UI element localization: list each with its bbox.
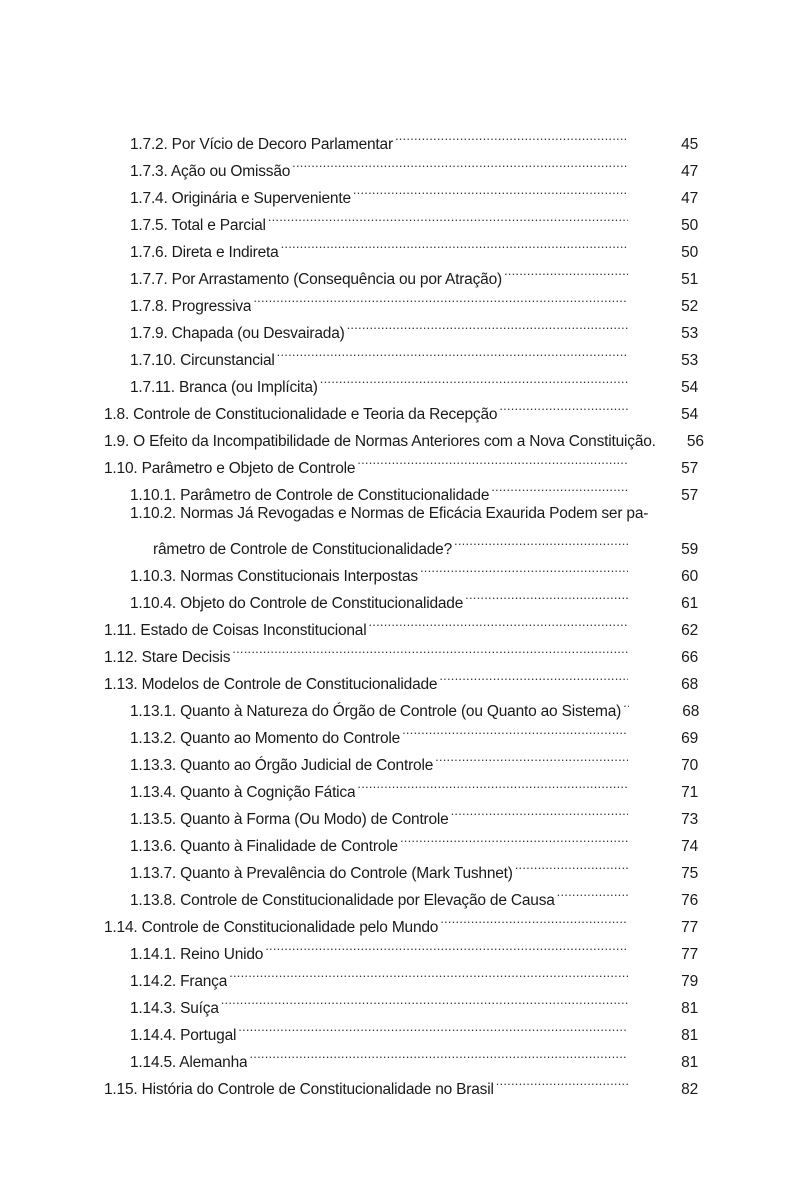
toc-page-number: 57 [681,460,698,477]
toc-entry[interactable] [104,635,698,666]
toc-entry-title: 1.7.4. Originária e Superveniente [130,190,351,207]
dot-leader [249,1040,628,1067]
toc-entry-title: 1.7.8. Progressiva [130,298,252,315]
dot-leader [347,311,628,338]
toc-entry-title: 1.13.7. Quanto à Prevalência do Controle (Mark Tushnet) [130,865,513,882]
toc-entry[interactable] [104,446,698,477]
toc-page-number: 71 [681,784,698,801]
toc-page-number: 79 [681,973,698,990]
toc-entry[interactable] [104,608,698,639]
toc-entry-title: 1.8. Controle de Constitucionalidade e Teoria da Recepção [104,406,498,423]
dot-leader [292,149,628,176]
toc-entry[interactable] [104,959,698,990]
toc-entry-title: 1.10. Parâmetro e Objeto de Controle [104,460,356,477]
toc-entry-title: 1.7.11. Branca (ou Implícita) [130,379,318,396]
toc-entry[interactable] [104,149,698,180]
dot-leader [238,1013,628,1040]
toc-entry-title: 1.7.3. Ação ou Omissão [130,163,291,180]
toc-page-number: 54 [681,379,698,396]
toc-entry-title: 1.14.1. Reino Unido [130,946,264,963]
toc-page-number: 51 [681,271,698,288]
dot-leader [357,446,628,473]
dot-leader [357,770,628,797]
toc-entry-title-continuation: râmetro de Controle de Constitucionalidade? [153,541,453,558]
toc-entry[interactable] [104,284,698,315]
toc-entry[interactable] [104,500,698,558]
toc-entry-title: 1.13.2. Quanto ao Momento do Controle [130,730,401,747]
toc-entry[interactable] [104,338,698,369]
toc-entry[interactable] [104,257,698,288]
dot-leader [368,608,628,635]
toc-entry[interactable] [104,203,698,234]
toc-page-number: 54 [681,406,698,423]
toc-entry-title: 1.10.1. Parâmetro de Controle de Constitucionalidade [130,487,490,504]
dot-leader [265,932,628,959]
toc-entry[interactable] [104,581,698,612]
toc-page-number: 81 [681,1054,698,1071]
toc-page-number: 60 [681,568,698,585]
dot-leader [400,824,628,851]
toc-entry[interactable] [104,365,698,396]
toc-entry-title: 1.7.2. Por Vício de Decoro Parlamentar [130,136,393,153]
toc-entry[interactable] [104,311,698,342]
dot-leader [439,662,628,689]
toc-entry[interactable] [104,770,698,801]
toc-entry-title: 1.14.4. Portugal [130,1027,237,1044]
toc-entry-title: 1.11. Estado de Coisas Inconstitucional [104,622,367,639]
toc-page-number: 45 [681,136,698,153]
toc-page-number: 53 [681,352,698,369]
toc-page-number: 76 [681,892,698,909]
dot-leader [221,986,628,1013]
toc-entry-title: 1.13.5. Quanto à Forma (Ou Modo) de Controle [130,811,449,828]
toc-page-number: 81 [681,1027,698,1044]
toc-entry-title: 1.13. Modelos de Controle de Constitucionalidade [104,676,438,693]
dot-leader [281,230,628,257]
toc-page-number: 47 [681,190,698,207]
toc-page-number: 70 [681,757,698,774]
toc-entry-title: 1.13.6. Quanto à Finalidade de Controle [130,838,398,855]
toc-page-number: 57 [681,487,698,504]
toc-entry-title: 1.13.8. Controle de Constitucionalidade por Elevação de Causa [130,892,555,909]
dot-leader [496,1067,628,1094]
dot-leader [277,338,628,365]
toc-entry[interactable] [104,986,698,1017]
toc-entry[interactable] [104,176,698,207]
toc-entry-title: 1.15. História do Controle de Constitucionalidade no Brasil [104,1081,494,1098]
toc-entry[interactable] [104,554,698,585]
toc-page-number: 66 [681,649,698,666]
toc-entry[interactable] [104,419,704,450]
toc-entry[interactable] [104,851,698,882]
toc-entry[interactable] [104,1040,698,1071]
toc-entry[interactable] [104,122,698,153]
toc-page-number: 50 [681,244,698,261]
toc-entry[interactable] [104,392,698,423]
dot-leader [420,554,628,581]
toc-page-number: 61 [681,595,698,612]
toc-page-number: 77 [681,946,698,963]
toc-entry-title: 1.13.4. Quanto à Cognição Fática [130,784,356,801]
dot-leader [451,797,628,824]
dot-leader [491,473,628,500]
toc-entry[interactable] [104,689,700,720]
toc-entry-title: 1.13.1. Quanto à Natureza do Órgão de Controle (ou Quanto ao Sistema) [130,703,622,720]
toc-entry-title: 1.14.3. Suíça [130,1000,219,1017]
toc-page-number: 75 [681,865,698,882]
toc-entry[interactable] [104,473,698,504]
toc-entry-title: 1.7.9. Chapada (ou Desvairada) [130,325,345,342]
toc-entry[interactable] [104,230,698,261]
dot-leader [353,176,628,203]
dot-leader [229,959,628,986]
toc-page-number: 68 [681,676,698,693]
toc-entry-title: 1.10.3. Normas Constitucionais Interpostas [130,568,418,585]
toc-page-number: 68 [682,703,700,720]
toc-entry-title: 1.10.2. Normas Já Revogadas e Normas de Eficácia Exaurida Podem ser pa- [130,505,649,522]
toc-entry-title: 1.13.3. Quanto ao Órgão Judicial de Controle [130,757,434,774]
dot-leader [454,527,628,554]
toc-page-number: 77 [681,919,698,936]
toc-entry[interactable] [104,743,698,774]
toc-page-number: 52 [681,298,698,315]
toc-entry[interactable] [104,662,698,693]
dot-leader [504,257,628,284]
dot-leader [402,716,628,743]
toc-page-number: 56 [686,433,704,450]
toc-entry[interactable] [104,716,698,747]
toc-entry[interactable] [104,824,698,855]
dot-leader [499,392,628,419]
toc-page-number: 74 [681,838,698,855]
toc-entry[interactable] [104,797,698,828]
toc-page-number: 50 [681,217,698,234]
toc-page-number: 73 [681,811,698,828]
toc-page-number: 82 [681,1081,698,1098]
toc-entry-title: 1.14.5. Alemanha [130,1054,248,1071]
toc-entry-title: 1.14. Controle de Constitucionalidade pelo Mundo [104,919,439,936]
toc-entry[interactable] [104,878,698,909]
toc-page-number: 53 [681,325,698,342]
toc-entry-title: 1.7.6. Direta e Indireta [130,244,279,261]
toc-entry-title: 1.9. O Efeito da Incompatibilidade de Normas Anteriores com a Nova Constituição. [104,433,656,450]
toc-entry-title: 1.7.7. Por Arrastamento (Consequência ou por Atração) [130,271,502,288]
toc-entry-title: 1.10.4. Objeto do Controle de Constitucionalidade [130,595,464,612]
toc-entry-title: 1.12. Stare Decisis [104,649,231,666]
toc-entry[interactable] [104,932,698,963]
dot-leader [440,905,628,932]
dot-leader [268,203,628,230]
toc-page-number: 59 [681,541,698,558]
toc-entry[interactable] [104,1067,698,1098]
toc-page-number: 62 [681,622,698,639]
dot-leader [253,284,628,311]
dot-leader [623,689,629,716]
toc-page-number: 47 [681,163,698,180]
dot-leader [435,743,628,770]
dot-leader [557,878,628,905]
dot-leader [232,635,628,662]
toc-entry-title: 1.7.5. Total e Parcial [130,217,266,234]
toc-entry-title: 1.14.2. França [130,973,228,990]
dot-leader [395,122,628,149]
toc-entry[interactable] [104,1013,698,1044]
dot-leader [320,365,628,392]
dot-leader [515,851,628,878]
table-of-contents [104,122,704,1098]
toc-entry-title: 1.7.10. Circunstancial [130,352,275,369]
toc-page-number: 69 [681,730,698,747]
dot-leader [465,581,628,608]
toc-page-number: 81 [681,1000,698,1017]
toc-entry[interactable] [104,905,698,936]
